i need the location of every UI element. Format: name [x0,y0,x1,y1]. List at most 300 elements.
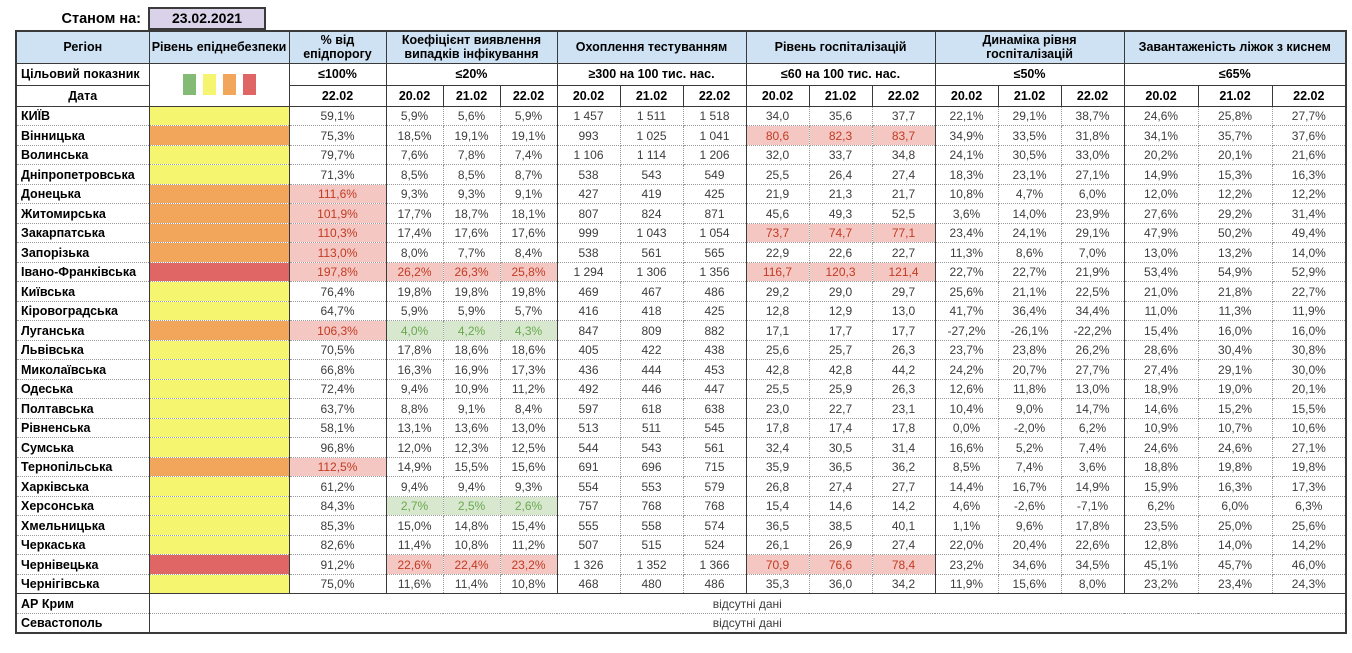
value-cell: 11,6% [386,574,443,594]
value-cell: 538 [557,243,620,263]
value-cell: 15,4 [746,496,809,516]
value-cell: 1 356 [683,262,746,282]
value-cell: 427 [557,184,620,204]
region-name: АР Крим [16,594,149,614]
value-cell: 34,2 [872,574,935,594]
value-cell: 14,9% [386,457,443,477]
value-cell: 36,5 [746,516,809,536]
value-cell: 29,7 [872,282,935,302]
target-detection: ≤20% [386,63,557,85]
value-cell: 11,2% [500,379,557,399]
value-cell: 22,9 [746,243,809,263]
value-cell: 25,6 [746,340,809,360]
table-row [16,165,1346,185]
value-cell: 23,5% [1124,516,1198,536]
table-row [16,282,1346,302]
value-cell: 27,4% [1124,360,1198,380]
value-cell: 27,1% [1272,438,1346,458]
level-cell [149,379,289,399]
value-cell: 16,7% [998,477,1061,497]
value-cell: 23,8% [998,340,1061,360]
table-row [16,555,1346,575]
value-cell: 507 [557,535,620,555]
value-cell: 84,3% [289,496,386,516]
table-row [16,145,1346,165]
value-cell: 544 [557,438,620,458]
level-cell [149,282,289,302]
value-cell: 27,7 [872,477,935,497]
value-cell: 436 [557,360,620,380]
value-cell: 38,5 [809,516,872,536]
level-cell [149,555,289,575]
value-cell: 999 [557,223,620,243]
value-cell: 12,6% [935,379,998,399]
value-cell: 618 [620,399,683,419]
value-cell: 405 [557,340,620,360]
region-name: Київська [16,282,149,302]
date-row-label: Дата [16,85,149,106]
table-row [16,399,1346,419]
value-cell: 1 041 [683,126,746,146]
value-cell: 574 [683,516,746,536]
value-cell: 111,6% [289,184,386,204]
value-cell: 9,3% [443,184,500,204]
value-cell: 8,4% [500,243,557,263]
value-cell: 13,6% [443,418,500,438]
value-cell: 23,2% [935,555,998,575]
region-name: Харківська [16,477,149,497]
table-row [16,418,1346,438]
value-cell: 12,2% [1198,184,1272,204]
value-cell: 543 [620,165,683,185]
value-cell: 36,5 [809,457,872,477]
value-cell: 11,2% [500,535,557,555]
table-row [16,457,1346,477]
value-cell: 13,0% [1061,379,1124,399]
value-cell: 1 518 [683,106,746,126]
value-cell: 1 043 [620,223,683,243]
value-cell: 23,2% [1124,574,1198,594]
value-cell: 45,7% [1198,555,1272,575]
value-cell: 9,1% [443,399,500,419]
value-cell: 34,1% [1124,126,1198,146]
value-cell: 22,6% [1061,535,1124,555]
value-cell: 11,9% [1272,301,1346,321]
value-cell: 16,3% [386,360,443,380]
value-cell: 13,0% [500,418,557,438]
value-cell: 19,8% [386,282,443,302]
value-cell: 10,7% [1198,418,1272,438]
value-cell: 34,5% [1061,555,1124,575]
value-cell: 72,4% [289,379,386,399]
value-cell: 11,3% [1198,301,1272,321]
region-name: Луганська [16,321,149,341]
value-cell: 15,0% [386,516,443,536]
value-cell: 10,8% [443,535,500,555]
value-cell: 40,1 [872,516,935,536]
value-cell: 10,8% [500,574,557,594]
value-cell: 27,1% [1061,165,1124,185]
value-cell: 22,4% [443,555,500,575]
value-cell: 2,6% [500,496,557,516]
value-cell: 21,1% [998,282,1061,302]
value-cell: 11,9% [935,574,998,594]
value-cell: 15,9% [1124,477,1198,497]
value-cell: 21,0% [1124,282,1198,302]
value-cell: 22,0% [935,535,998,555]
value-cell: 52,5 [872,204,935,224]
value-cell: 1 352 [620,555,683,575]
col-header-level: Рівень епіднебезпеки [149,31,289,63]
table-row [16,516,1346,536]
value-cell: 25,5 [746,165,809,185]
value-cell: 29,0 [809,282,872,302]
target-threshold: ≤100% [289,63,386,85]
value-cell: 1 457 [557,106,620,126]
value-cell: 13,1% [386,418,443,438]
value-cell: 8,5% [443,165,500,185]
value-cell: 26,3 [872,340,935,360]
value-cell: 35,3 [746,574,809,594]
level-cell [149,106,289,126]
value-cell: 9,0% [998,399,1061,419]
value-cell: 5,7% [500,301,557,321]
value-cell: 10,9% [1124,418,1198,438]
date-cell: 22.02 [500,85,557,106]
value-cell: 555 [557,516,620,536]
value-cell: 32,4 [746,438,809,458]
value-cell: 447 [683,379,746,399]
value-cell: 23,0 [746,399,809,419]
value-cell: 76,4% [289,282,386,302]
value-cell: 21,7 [872,184,935,204]
value-cell: 49,4% [1272,223,1346,243]
region-name: Вінницька [16,126,149,146]
value-cell: 29,2% [1198,204,1272,224]
value-cell: 50,2% [1198,223,1272,243]
value-cell: 419 [620,184,683,204]
value-cell: 6,2% [1061,418,1124,438]
value-cell: 15,6% [998,574,1061,594]
value-cell: 1 114 [620,145,683,165]
value-cell: 22,7 [872,243,935,263]
table-row [16,301,1346,321]
level-cell [149,457,289,477]
value-cell: 121,4 [872,262,935,282]
value-cell: 120,3 [809,262,872,282]
value-cell: 469 [557,282,620,302]
value-cell: 49,3 [809,204,872,224]
header-row-titles [16,31,1346,63]
level-cell [149,184,289,204]
value-cell: 11,8% [998,379,1061,399]
value-cell: 565 [683,243,746,263]
value-cell: 34,0 [746,106,809,126]
value-cell: 809 [620,321,683,341]
table-row [16,574,1346,594]
value-cell: 558 [620,516,683,536]
value-cell: 19,8% [1198,457,1272,477]
value-cell: 75,0% [289,574,386,594]
col-header-threshold: % від епідпорогу [289,31,386,63]
value-cell: 78,4 [872,555,935,575]
value-cell: 106,3% [289,321,386,341]
value-cell: 7,8% [443,145,500,165]
date-cell: 20.02 [746,85,809,106]
value-cell: 26,2% [1061,340,1124,360]
date-cell: 22.02 [872,85,935,106]
value-cell: 8,5% [935,457,998,477]
value-cell: 715 [683,457,746,477]
table-row [16,243,1346,263]
value-cell: 7,7% [443,243,500,263]
value-cell: 9,4% [443,477,500,497]
table-row [16,204,1346,224]
value-cell: 545 [683,418,746,438]
value-cell: 15,5% [443,457,500,477]
value-cell: 515 [620,535,683,555]
level-legend-cell [149,63,289,106]
date-cell: 21.02 [443,85,500,106]
value-cell: 10,6% [1272,418,1346,438]
date-cell: 20.02 [935,85,998,106]
value-cell: 847 [557,321,620,341]
value-cell: 74,7 [809,223,872,243]
value-cell: 76,6 [809,555,872,575]
value-cell: 6,3% [1272,496,1346,516]
level-cell [149,535,289,555]
value-cell: 12,9 [809,301,872,321]
value-cell: 696 [620,457,683,477]
col-header-hosp-dynamics: Динаміка рівня госпіталізацій [935,31,1124,63]
value-cell: 1,1% [935,516,998,536]
value-cell: 422 [620,340,683,360]
value-cell: 11,0% [1124,301,1198,321]
value-cell: 21,8% [1198,282,1272,302]
value-cell: 34,9% [935,126,998,146]
value-cell: 24,6% [1124,106,1198,126]
value-cell: 17,3% [1272,477,1346,497]
level-cell [149,321,289,341]
value-cell: 26,8 [746,477,809,497]
as-of-label: Станом на: [61,10,141,27]
value-cell: 9,4% [386,379,443,399]
value-cell: 29,1% [1198,360,1272,380]
value-cell: 24,1% [935,145,998,165]
region-name: Запорізька [16,243,149,263]
value-cell: 19,8% [443,282,500,302]
value-cell: 14,6% [1124,399,1198,419]
value-cell: 75,3% [289,126,386,146]
region-name: Тернопільська [16,457,149,477]
value-cell: 2,7% [386,496,443,516]
value-cell: 524 [683,535,746,555]
value-cell: 5,2% [998,438,1061,458]
value-cell: 18,1% [500,204,557,224]
value-cell: 14,0% [1198,535,1272,555]
level-cell [149,340,289,360]
value-cell: 79,7% [289,145,386,165]
value-cell: 8,7% [500,165,557,185]
value-cell: 7,4% [1061,438,1124,458]
col-header-detection: Коефіцієнт виявлення випадків інфікування [386,31,557,63]
value-cell: 35,7% [1198,126,1272,146]
legend-green-icon [183,74,196,95]
value-cell: 438 [683,340,746,360]
value-cell: 446 [620,379,683,399]
value-cell: 554 [557,477,620,497]
value-cell: 8,4% [500,399,557,419]
value-cell: 27,4 [872,165,935,185]
value-cell: 17,7 [872,321,935,341]
region-name: Івано-Франківська [16,262,149,282]
value-cell: 16,3% [1272,165,1346,185]
target-hosp-dynamics: ≤50% [935,63,1124,85]
value-cell: 480 [620,574,683,594]
region-name: КИЇВ [16,106,149,126]
value-cell: 26,9 [809,535,872,555]
value-cell: 66,8% [289,360,386,380]
value-cell: 1 054 [683,223,746,243]
region-name: Черкаська [16,535,149,555]
value-cell: 31,8% [1061,126,1124,146]
value-cell: 17,7% [386,204,443,224]
value-cell: 0,0% [935,418,998,438]
value-cell: 17,7 [809,321,872,341]
value-cell: 29,2 [746,282,809,302]
as-of-date-field[interactable]: 23.02.2021 [148,7,266,30]
value-cell: 468 [557,574,620,594]
value-cell: 486 [683,574,746,594]
col-header-testing: Охоплення тестуванням [557,31,746,63]
value-cell: 9,4% [386,477,443,497]
value-cell: 638 [683,399,746,419]
value-cell: 26,3 [872,379,935,399]
value-cell: 25,8% [500,262,557,282]
value-cell: 25,8% [1198,106,1272,126]
value-cell: 19,8% [1272,457,1346,477]
value-cell: 6,0% [1061,184,1124,204]
value-cell: 14,2% [1272,535,1346,555]
value-cell: 112,5% [289,457,386,477]
value-cell: 444 [620,360,683,380]
value-cell: 21,9% [1061,262,1124,282]
value-cell: 12,0% [1124,184,1198,204]
value-cell: 15,3% [1198,165,1272,185]
value-cell: 34,8 [872,145,935,165]
value-cell: 20,1% [1272,379,1346,399]
value-cell: 492 [557,379,620,399]
col-header-oxygen-beds: Завантаженість ліжок з киснем [1124,31,1346,63]
date-cell: 22.02 [1272,85,1346,106]
header-row-targets [16,63,1346,85]
value-cell: 63,7% [289,399,386,419]
level-cell [149,165,289,185]
as-of-bar [15,7,266,30]
value-cell: 26,2% [386,262,443,282]
value-cell: 4,6% [935,496,998,516]
legend-yellow-icon [203,74,216,95]
value-cell: 9,1% [500,184,557,204]
value-cell: 61,2% [289,477,386,497]
value-cell: 45,1% [1124,555,1198,575]
table-row [16,438,1346,458]
region-name: Сумська [16,438,149,458]
value-cell: 8,6% [998,243,1061,263]
value-cell: 871 [683,204,746,224]
value-cell: 8,8% [386,399,443,419]
value-cell: 31,4 [872,438,935,458]
value-cell: 15,4% [1124,321,1198,341]
value-cell: 33,7 [809,145,872,165]
value-cell: 7,0% [1061,243,1124,263]
value-cell: 30,5% [998,145,1061,165]
value-cell: 24,3% [1272,574,1346,594]
value-cell: 12,5% [500,438,557,458]
value-cell: 17,4 [809,418,872,438]
value-cell: 16,0% [1198,321,1272,341]
value-cell: 2,5% [443,496,500,516]
value-cell: 597 [557,399,620,419]
value-cell: 58,1% [289,418,386,438]
value-cell: 4,0% [386,321,443,341]
value-cell: 16,0% [1272,321,1346,341]
value-cell: 561 [620,243,683,263]
target-testing: ≥300 на 100 тис. нас. [557,63,746,85]
value-cell: 30,4% [1198,340,1272,360]
level-cell [149,126,289,146]
value-cell: 34,6% [998,555,1061,575]
value-cell: 36,0 [809,574,872,594]
value-cell: -22,2% [1061,321,1124,341]
date-cell: 20.02 [557,85,620,106]
level-cell [149,574,289,594]
value-cell: 5,9% [386,106,443,126]
date-cell: 20.02 [1124,85,1198,106]
value-cell: 3,6% [1061,457,1124,477]
date-cell: 22.02 [1061,85,1124,106]
value-cell: 10,4% [935,399,998,419]
value-cell: -7,1% [1061,496,1124,516]
value-cell: 18,5% [386,126,443,146]
table-row [16,477,1346,497]
region-name: Одеська [16,379,149,399]
value-cell: 17,6% [443,223,500,243]
value-cell: 1 511 [620,106,683,126]
value-cell: 17,8% [386,340,443,360]
level-cell [149,301,289,321]
value-cell: 27,4 [872,535,935,555]
value-cell: 31,4% [1272,204,1346,224]
region-name: Полтавська [16,399,149,419]
value-cell: 549 [683,165,746,185]
value-cell: 32,0 [746,145,809,165]
no-data-cell: відсутні дані [149,594,1346,614]
value-cell: 9,3% [500,477,557,497]
value-cell: 18,8% [1124,457,1198,477]
table-row [16,106,1346,126]
value-cell: 18,7% [443,204,500,224]
value-cell: 24,6% [1124,438,1198,458]
value-cell: 416 [557,301,620,321]
value-cell: 15,4% [500,516,557,536]
value-cell: 25,7 [809,340,872,360]
value-cell: 70,9 [746,555,809,575]
value-cell: 23,7% [935,340,998,360]
value-cell: -2,6% [998,496,1061,516]
value-cell: 453 [683,360,746,380]
value-cell: 10,8% [935,184,998,204]
